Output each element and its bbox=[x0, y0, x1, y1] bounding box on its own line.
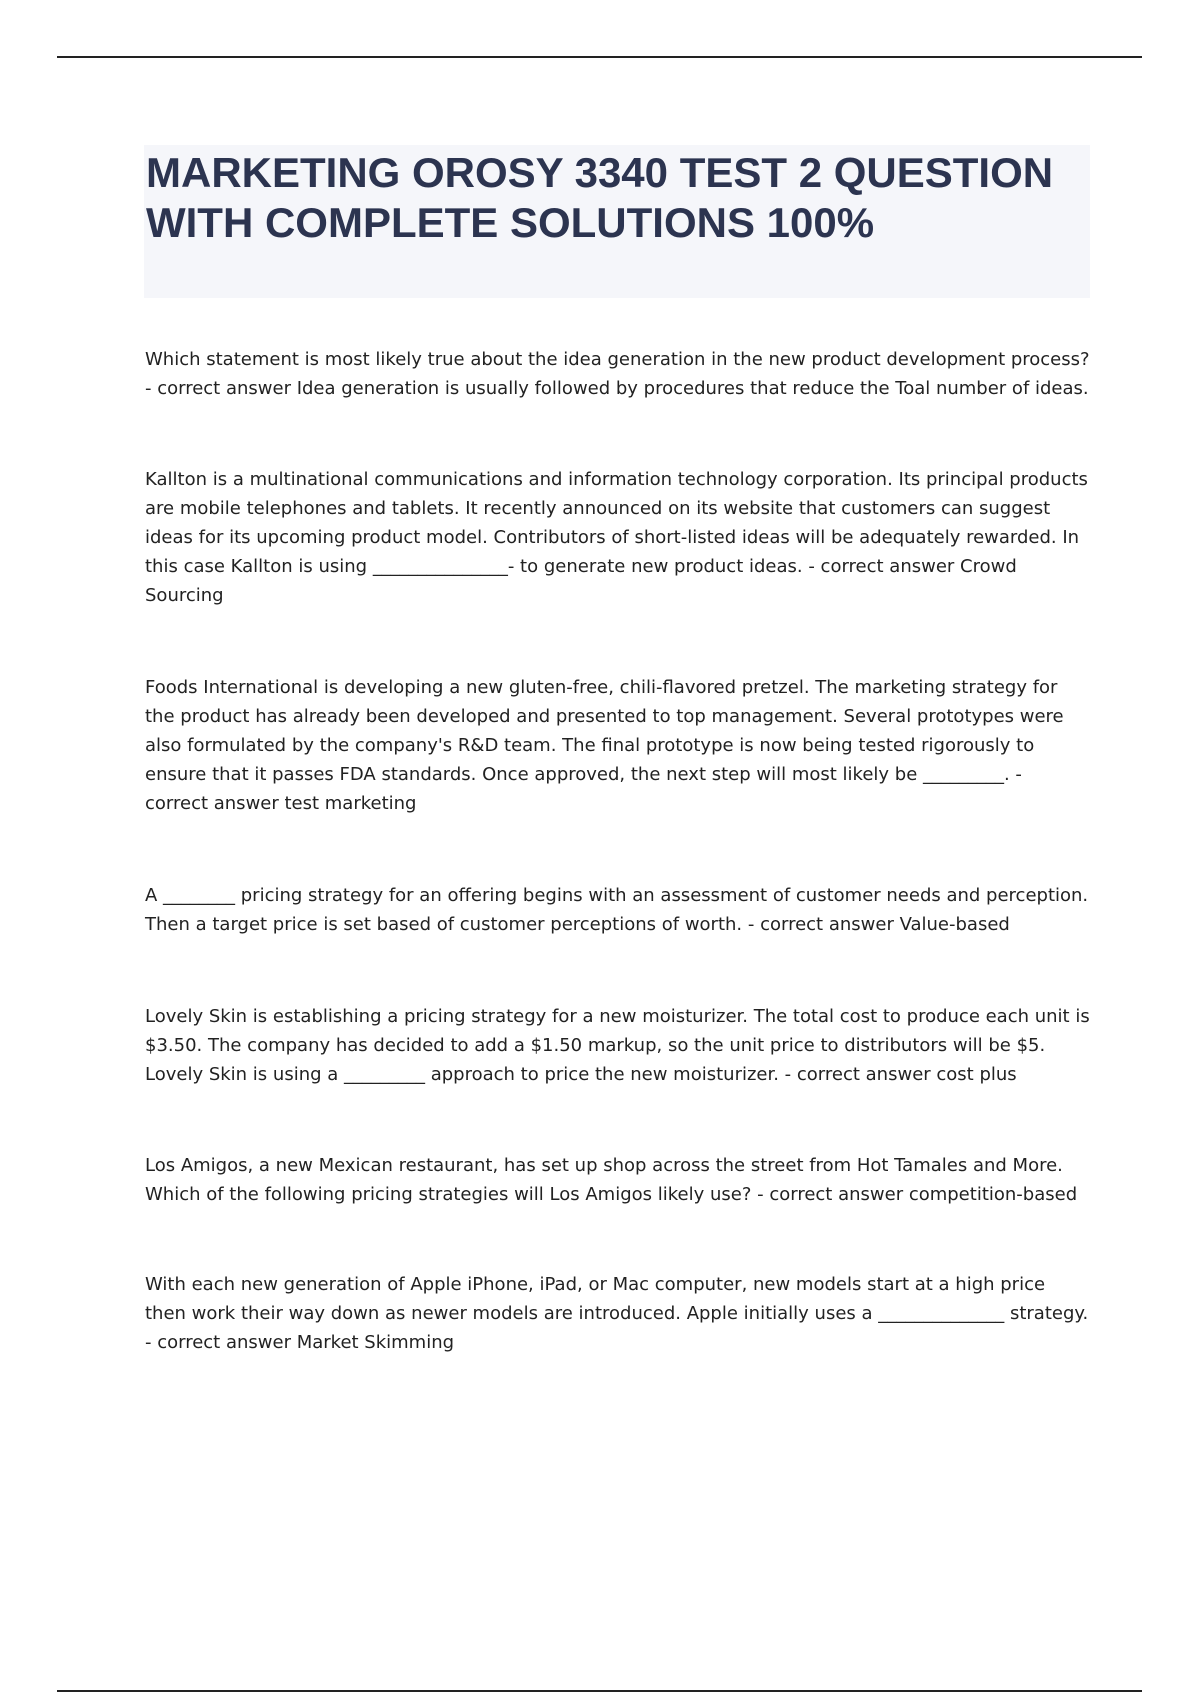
bottom-rule bbox=[57, 1690, 1142, 1692]
qa-item-7: With each new generation of Apple iPhone, iPad, or Mac computer, new models start at a high price then work their way down as newer models are introduced. Apple initially uses a ______________ strategy. - correct answer Market Skimming bbox=[145, 1274, 1089, 1353]
qa-item-3: Foods International is developing a new gluten-free, chili-flavored pretzel. The marketing strategy for the product has already been developed and presented to top management. Several prototypes were also formulated by the company's R&D team. The final prototype is now being tested rigorously to ensure that it passes FDA standards. Once approved, the next step will most likely be _________. - correct answer test marketing bbox=[145, 677, 1064, 814]
document-title: MARKETING OROSY 3340 TEST 2 QUESTION WITH COMPLETE SOLUTIONS 100% bbox=[146, 149, 1054, 246]
qa-item-5: Lovely Skin is establishing a pricing strategy for a new moisturizer. The total cost to produce each unit is $3.50. The company has decided to add a $1.50 markup, so the unit price to distributors will be $5. Lovely Skin is using a _________ approach to price the new moisturizer. - correct answer cost plus bbox=[145, 1006, 1090, 1085]
qa-item-6: Los Amigos, a new Mexican restaurant, has set up shop across the street from Hot Tamales and More. Which of the following pricing strategies will Los Amigos likely use? - correct answer competition-based bbox=[145, 1155, 1078, 1205]
title-banner bbox=[144, 145, 1090, 298]
top-rule bbox=[57, 56, 1142, 58]
qa-item-4: A ________ pricing strategy for an offering begins with an assessment of customer needs and perception. Then a target price is set based of customer perceptions of worth. - correct answer Value-based bbox=[145, 885, 1089, 935]
qa-item-1: Which statement is most likely true about the idea generation in the new product development process? - correct answer Idea generation is usually followed by procedures that reduce the Toal number of ideas. bbox=[145, 349, 1090, 399]
qa-item-2: Kallton is a multinational communications and information technology corporation. Its principal products are mobile telephones and tablets. It recently announced on its website that customers can suggest ideas for its upcoming product model. Contributors of short-listed ideas will be adequately rewarded. In this case Kallton is using _______________- to generate new product ideas. - correct answer Crowd Sourcing bbox=[145, 469, 1088, 606]
